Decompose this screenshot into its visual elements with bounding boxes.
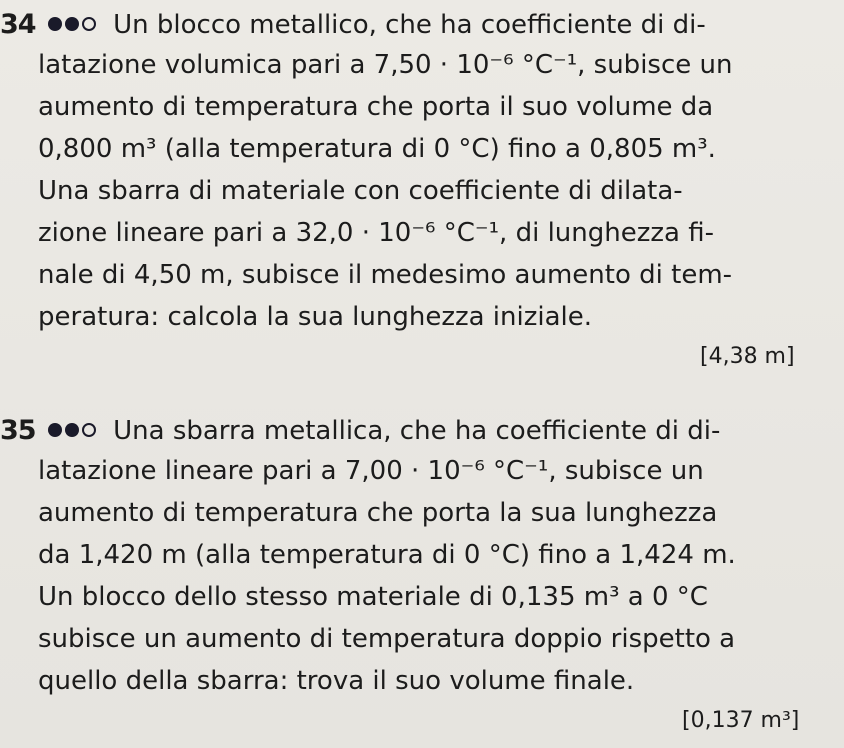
problem-text-line: aumento di temperatura che porta il suo volume da: [38, 92, 714, 122]
difficulty-dot-empty-icon: [82, 17, 96, 31]
problem-text-line: da 1,420 m (alla temperatura di 0 °C) fino a 1,424 m.: [38, 540, 736, 570]
problem-text-line: Un blocco metallico, che ha coefficiente di di-: [113, 10, 706, 40]
answer-label: [0,137 m³]: [682, 708, 800, 733]
difficulty-dot-empty-icon: [82, 423, 96, 437]
problem-number: 34: [0, 9, 36, 40]
problem-text-line: latazione volumica pari a 7,50 · 10⁻⁶ °C⁻¹, subisce un: [38, 50, 733, 80]
problem-text-line: Una sbarra metallica, che ha coefficiente di di-: [113, 416, 721, 446]
problem-text-line: subisce un aumento di temperatura doppio rispetto a: [38, 624, 736, 654]
problem-text-line: Una sbarra di materiale con coefficiente di dilata-: [38, 176, 683, 206]
problem-34-line-1: [0, 4, 706, 42]
problem-number: 35: [0, 415, 36, 446]
problem-text-line: Un blocco dello stesso materiale di 0,135 m³ a 0 °C: [38, 582, 708, 612]
problem-35-line-1: [0, 410, 720, 448]
problem-text-line: nale di 4,50 m, subisce il medesimo aumento di tem-: [38, 260, 733, 290]
difficulty-dot-filled-icon: [65, 17, 79, 31]
problem-text-line: aumento di temperatura che porta la sua lunghezza: [38, 498, 718, 528]
difficulty-dot-filled-icon: [65, 423, 79, 437]
difficulty-indicator: [48, 4, 99, 42]
problem-text-line: 0,800 m³ (alla temperatura di 0 °C) fino a 0,805 m³.: [38, 134, 716, 164]
problem-text-line: peratura: calcola la sua lunghezza iniziale.: [38, 302, 593, 332]
answer-label: [4,38 m]: [700, 344, 795, 369]
problem-text-line: quello della sbarra: trova il suo volume finale.: [38, 666, 635, 696]
problem-text-line: zione lineare pari a 32,0 · 10⁻⁶ °C⁻¹, di lunghezza fi-: [38, 218, 714, 248]
difficulty-dot-filled-icon: [48, 423, 62, 437]
difficulty-indicator: [48, 410, 99, 448]
problem-text-line: latazione lineare pari a 7,00 · 10⁻⁶ °C⁻¹, subisce un: [38, 456, 704, 486]
difficulty-dot-filled-icon: [48, 17, 62, 31]
